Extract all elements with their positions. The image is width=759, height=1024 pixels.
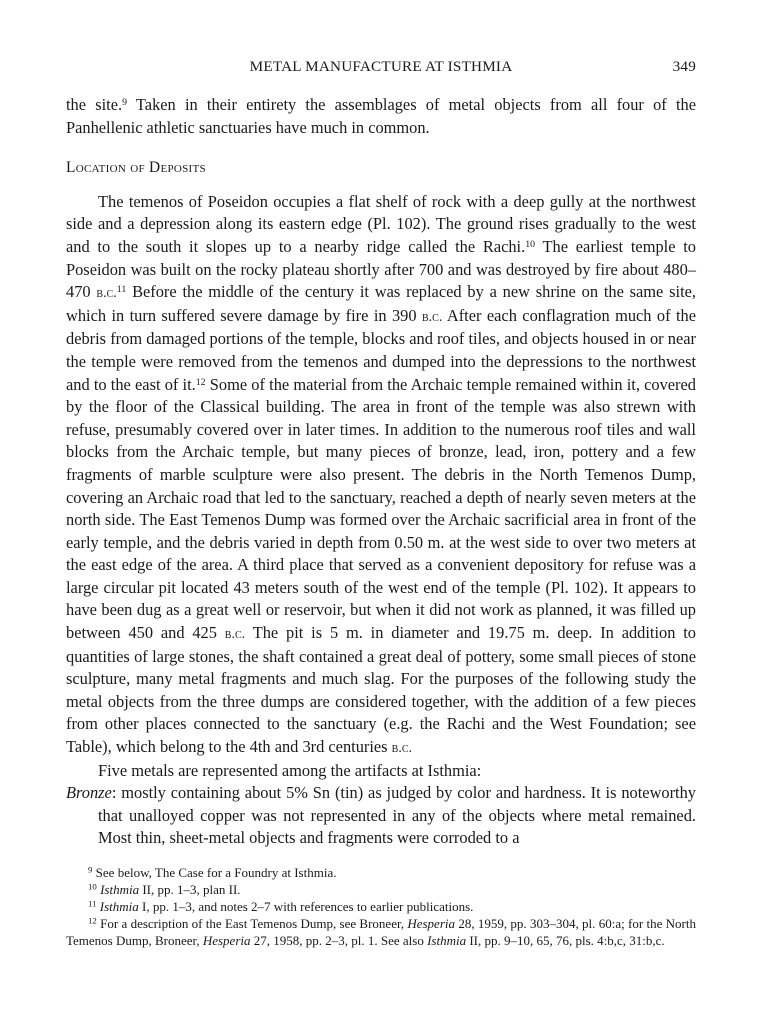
sentence: The pit is 5 m. in diameter and 19.75 m. deep. In addition to quantities of large stones, the shaft contained a great deal of pottery, some small pieces of stone sculpture, many metal fragments and much slag. For the purposes of the following study the metal objects from the three dumps are considered together, with the addition of a few pieces from other places connected to the sanctuary (e.g. the Rachi and the West Foundation; see Table), which belong to the 4th and 3rd centuries	[66, 623, 696, 757]
sentence: After each conflagration much of the debris from damaged portions of the temple, blocks and roof tiles, and objects housed in or near the temple were removed from the temenos and dumped into the depressions to the northwest and to the east of it.	[66, 305, 696, 394]
sentence: Some of the material from the Archaic temple remained within it, covered by the floor of the Classical building. The area in front of the temple was also strewn with refuse, presumably covered over in later times. In addition to the numerous roof tiles and wall blocks from the Archaic temple, but many pieces of bronze, lead, iron, pottery and a few fragments of marble sculpture were also present. The debris in the North Temenos Dump, covering an Archaic road that led to the sanctuary, reached a depth of nearly seven meters at the north side. The East Temenos Dump was formed over the Archaic sacrificial area in front of the early temple, and the debris varied in depth from 0.50 m. at the west side to over two meters at the east edge of the area. A third place that served as a convenient depository for refuse was a large circular pit located 43 meters south of the west end of the temple (Pl. 102). It appears to have been dug as a great well or reservoir, but when it did not work as planned, it was filled up between 450 and 425	[66, 374, 696, 643]
era-abbrev: b.c.	[96, 285, 117, 302]
footnote-9	[66, 864, 696, 881]
footnote-text: II, pp. 9–10, 65, 76, pls. 4:b,c, 31:b,c.	[466, 933, 665, 948]
sentence: The temenos of Poseidon occupies a flat shelf of rock with a deep gully at the northwest side and a depression along its eastern edge (Pl. 102). The ground rises gradually to the west and to the south it slopes up to a nearby ridge called the Rachi.	[66, 191, 696, 256]
footnote-number: 10	[88, 881, 97, 892]
footnote-number: 9	[88, 864, 93, 875]
era-abbrev: b.c.	[391, 740, 413, 757]
sentence: Before the middle of the century it was replaced by a new shrine on the same site, which in turn suffered severe damage by fire in 390	[66, 282, 696, 325]
era-abbrev: b.c.	[421, 308, 443, 325]
footnote-11	[66, 898, 696, 915]
intro-text: the site.	[66, 95, 123, 114]
footnotes	[66, 864, 696, 949]
citation-title: Hesperia	[202, 933, 251, 948]
footnote-12	[66, 915, 696, 949]
body-text	[66, 94, 696, 850]
sentence: The earliest temple to Poseidon was built on the rocky plateau shortly after 700 and was destroyed by fire about 480–470	[66, 236, 696, 302]
citation-title: Isthmia	[99, 899, 139, 914]
citation-title: Hesperia	[407, 916, 456, 931]
footnote-text: 27, 1958, pp. 2–3, pl. 1. See also	[250, 933, 428, 948]
footnote-text: I, pp. 1–3, and notes 2–7 with references to earlier publications.	[138, 899, 474, 914]
running-title: METAL MANUFACTURE AT ISTHMIA	[249, 58, 513, 75]
footnote-number: 12	[88, 915, 97, 926]
footnote-ref-9[interactable]: 9	[122, 97, 128, 109]
definition-term: Bronze	[66, 783, 112, 803]
footnote-10	[66, 881, 696, 898]
page-number: 349	[672, 58, 696, 75]
definition-bronze	[66, 782, 696, 850]
paragraph-location	[66, 191, 696, 760]
footnote-ref-11[interactable]: 11	[116, 284, 127, 296]
footnote-text: 28, 1959, pp. 303–304, pl. 60:a; for the North Temenos Dump, Broneer,	[66, 916, 696, 948]
citation-title: Isthmia	[427, 933, 467, 948]
section-heading: Location of Deposits	[66, 159, 206, 177]
footnote-text: II, pp. 1–3, plan II.	[139, 882, 241, 897]
era-abbrev: b.c.	[224, 626, 246, 643]
intro-paragraph	[66, 94, 696, 139]
footnote-text: For a description of the East Temenos Dump, see Broneer,	[96, 916, 408, 931]
definition-text: : mostly containing about 5% Sn (tin) as judged by color and hardness. It is noteworthy that unalloyed copper was not represented in any of the objects where metal remained. Most thin, sheet-metal objects and fragments were corroded to a	[98, 783, 696, 848]
footnote-number: 11	[88, 898, 97, 909]
footnote-ref-12[interactable]: 12	[195, 376, 206, 388]
citation-title: Isthmia	[100, 882, 140, 897]
footnote-ref-10[interactable]: 10	[525, 239, 536, 251]
paragraph-metals: Five metals are represented among the artifacts at Isthmia:	[98, 760, 482, 780]
intro-text-cont: Taken in their entirety the assemblages of metal objects from all four of the Panhellenic athletic sanctuaries have much in common.	[66, 95, 696, 137]
footnote-text: See below, The Case for a Foundry at Isthmia.	[92, 865, 337, 880]
